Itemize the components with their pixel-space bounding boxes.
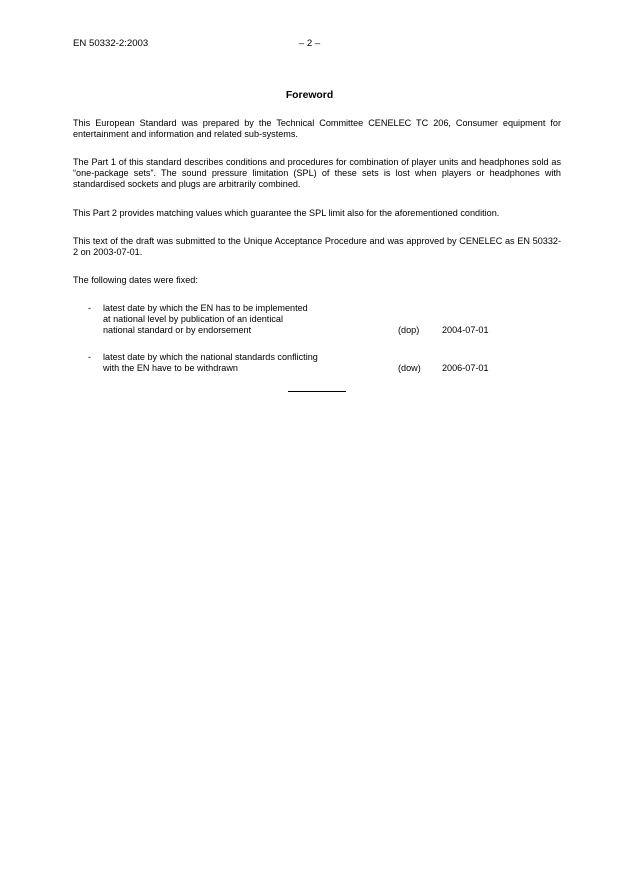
- date-value: 2004-07-01: [442, 324, 489, 335]
- paragraph-part2: This Part 2 provides matching values which guarantee the SPL limit also for the aforementioned condition.: [73, 208, 500, 218]
- end-rule: [288, 391, 346, 392]
- paragraph-dates-intro: The following dates were fixed:: [73, 275, 198, 285]
- date-code: (dop): [398, 324, 420, 335]
- page-number: – 2 –: [298, 38, 321, 49]
- paragraph-approval: This text of the draft was submitted to the Unique Acceptance Procedure and was approved by CENELEC as EN 50332-2 on 2003-07-01.: [73, 236, 561, 257]
- section-title: Foreword: [285, 90, 334, 101]
- date-item-line: latest date by which the national standards conflicting: [103, 352, 318, 362]
- paragraph-part1: The Part 1 of this standard describes conditions and procedures for combination of player units and headphones sold as “one-package sets”. The sound pressure limitation (SPL) of these sets is lost when players or headphones with standardised sockets and plugs are arbitrarily combined.: [73, 157, 561, 189]
- date-item-line: with the EN have to be withdrawn: [103, 362, 238, 373]
- date-item-line: latest date by which the EN has to be implemented: [103, 303, 308, 313]
- date-item-description: [103, 303, 383, 335]
- document-id: EN 50332-2:2003: [73, 38, 149, 49]
- date-item-line: at national level by publication of an identical: [103, 313, 283, 324]
- date-value: 2006-07-01: [442, 362, 489, 373]
- list-bullet: -: [88, 303, 92, 313]
- date-item-description: [103, 352, 383, 374]
- date-code: (dow): [398, 362, 421, 373]
- list-bullet: -: [88, 352, 92, 362]
- date-item-line: national standard or by endorsement: [103, 324, 252, 335]
- paragraph-committee: This European Standard was prepared by the Technical Committee CENELEC TC 206, Consumer equipment for entertainment and information and related sub-systems.: [73, 118, 561, 139]
